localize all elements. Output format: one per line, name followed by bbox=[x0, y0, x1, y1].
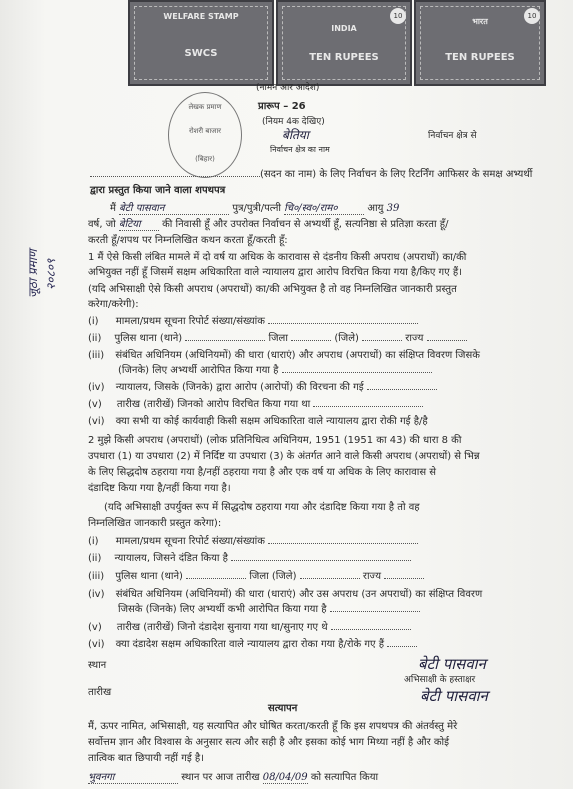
s2-item-4b bbox=[118, 601, 420, 615]
s2-item-4-text2: जिसके (जिनके) लिए अभ्यर्थी कभी आरोपित किया गया है bbox=[118, 604, 327, 615]
s2-item-4-num: (iv) bbox=[88, 589, 105, 600]
s2-item-6 bbox=[88, 636, 417, 650]
s1-item-4-num: (iv) bbox=[88, 382, 105, 393]
verification-line2: सर्वोत्तम ज्ञान और विश्वास के अनुसार सत्य और सही है और इसका कोई भाग मिथ्या नहीं है और कोई bbox=[88, 737, 450, 748]
margin-note-line1: जूठा प्रमाण bbox=[26, 249, 40, 298]
stamp-2 bbox=[276, 0, 412, 86]
intro-prefix: मैं bbox=[110, 203, 116, 214]
deponent-name: बेटी पासवान bbox=[119, 200, 229, 215]
signature-label: अभिसाक्षी के हस्ताक्षर bbox=[404, 675, 476, 685]
s2-item-2-text: न्यायालय, जिसने दंडित किया है bbox=[114, 553, 228, 564]
form-rule: (नियम 4क देखिए) bbox=[262, 117, 325, 127]
margin-note-line2: २०८०९ bbox=[44, 258, 58, 290]
s1-p3: (यदि अभिसाक्षी ऐसे किसी अपराध (अपराधों) का/की अभियुक्त है तो वह निम्नलिखित जानकारी प्रस्तुत bbox=[88, 284, 457, 295]
verification-place: भुवनगा bbox=[88, 769, 178, 784]
verification-line3: तात्विक बात छिपायी नहीं गई है। bbox=[88, 753, 205, 764]
constituency-handwritten: बेतिया bbox=[282, 128, 309, 142]
s2-item-3-state: राज्य bbox=[362, 571, 382, 582]
s1-item-5 bbox=[88, 396, 423, 410]
seal-line1: लेखक प्रमाण bbox=[188, 103, 222, 111]
s1-item-2-num: (ii) bbox=[88, 333, 102, 344]
stamp-1-line2: SWCS bbox=[184, 48, 218, 59]
margin-note bbox=[18, 150, 78, 300]
intro-line2 bbox=[88, 216, 448, 231]
s1-item-1-text: मामला/प्रथम सूचना रिपोर्ट संख्या/संख्यांक bbox=[115, 316, 265, 327]
residence: बेटिया bbox=[119, 216, 159, 231]
s2-item-6-text: क्या दंडादेश सक्षम अधिकारिता वाले न्यायालय द्वारा रोका गया है/रोके गए हैं bbox=[115, 639, 385, 650]
title-tail: (सदन का नाम) के लिए निर्वाचन के लिए रिटर्निंग आफिसर के समक्ष अभ्यर्थी bbox=[260, 169, 533, 180]
s1-item-3-text2: (जिनके) लिए अभ्यर्थी आरोपित किया गया है bbox=[118, 365, 279, 376]
s2-item-6-num: (vi) bbox=[88, 639, 105, 650]
place-label: स्थान bbox=[88, 660, 107, 671]
s2-item-3-num: (iii) bbox=[88, 571, 105, 582]
s2-item-5-num: (v) bbox=[88, 622, 102, 633]
s1-item-3-text: संबंधित अधिनियम (अधिनियमों) की धारा (धाराएं) और अपराध (अपराधों) का संक्षिप्त विवरण जिसके bbox=[115, 350, 480, 361]
s2-p2: उपधारा (1) या उपधारा (2) में निर्दिष्ट या उपधारा (3) के अंतर्गत आने वाले किसी अपराध (अपराधों) से भिन्न bbox=[88, 451, 480, 462]
s2-p4: दंडादिष्ट किया गया है/नहीं किया गया है। bbox=[88, 483, 231, 494]
s2-item-5 bbox=[88, 619, 411, 633]
s2-item-1 bbox=[88, 533, 418, 547]
s2-item-5-text: तारीख (तारीखें) जिनो दंडादेश सुनाया गया था/सुनाए गए थे bbox=[116, 622, 328, 633]
stamp-3-line2: TEN RUPEES bbox=[445, 52, 515, 63]
constituency-label: निर्वाचन क्षेत्र से bbox=[428, 131, 477, 141]
stamp-3-value-icon: 10 bbox=[524, 8, 540, 24]
s1-item-6-num: (vi) bbox=[88, 416, 105, 427]
deponent-signature: बेटी पासवान bbox=[418, 655, 486, 673]
s2-item-2-num: (ii) bbox=[88, 553, 102, 564]
s1-item-2-state: राज्य bbox=[405, 333, 424, 344]
s1-item-4-text: न्यायालय, जिसके (जिनके) द्वारा आरोप (आरोपों) की विरचना की गई bbox=[115, 382, 364, 393]
verification-line4 bbox=[88, 769, 378, 784]
s1-item-1 bbox=[88, 313, 418, 327]
s2-item-1-num: (i) bbox=[88, 536, 99, 547]
form-number: प्रारूप – 26 bbox=[258, 101, 306, 112]
title-line1 bbox=[90, 166, 532, 180]
stamp-2-value-icon: 10 bbox=[390, 8, 406, 24]
s1-item-5-text: तारीख (तारीखें) जिनको आरोप विरचित किया गया था bbox=[116, 399, 311, 410]
s1-p4: करेगा/करेगी): bbox=[88, 299, 139, 310]
s1-item-1-num: (i) bbox=[88, 316, 99, 327]
intro-line2-a: वर्ष, जो bbox=[88, 219, 116, 230]
s1-item-2 bbox=[88, 330, 467, 344]
s1-item-3-num: (iii) bbox=[88, 350, 105, 361]
order-line: (नामन आर आदेश) bbox=[256, 83, 320, 93]
s1-item-6-text: क्या सभी या कोई कार्यवाही किसी सक्षम अधिकारिता वाले न्यायालय द्वारा रोकी गई है/है bbox=[115, 416, 428, 427]
s1-item-3 bbox=[88, 347, 480, 361]
intro-line1 bbox=[110, 200, 399, 215]
intro-line2-b: की निवासी हूँ और उपरोक्त निर्वाचन से अभ्यर्थी हूँ, सत्यनिष्ठा से प्रतिज्ञा करता हूँ/ bbox=[162, 219, 449, 230]
deponent-signature-2: बेटी पासवान bbox=[420, 687, 488, 705]
s1-p2: अभियुक्त नहीं हूँ जिसमें सक्षम अधिकारिता वाले न्यायालय द्वारा आरोप विरचित किया गया है/किए गए हैं। bbox=[88, 267, 462, 278]
stamp-2-line2: TEN RUPEES bbox=[309, 52, 379, 63]
s2-item-4-text: संबंधित अधिनियम (अधिनियमों) की धारा (धाराएं) और उस अपराध (उन अपराधों) का संक्षिप्त विवरण bbox=[115, 589, 483, 600]
relation-label: पुत्र/पुत्री/पत्नी bbox=[232, 203, 281, 214]
s2-p6: निम्नलिखित जानकारी प्रस्तुत करेगा): bbox=[88, 518, 222, 529]
stamp-1-line1: WELFARE STAMP bbox=[163, 12, 239, 21]
intro-line3: करती हूँ/शपथ पर निम्नलिखित कथन करता हूँ/करती हूँ: bbox=[88, 235, 288, 246]
stamp-3-line1: भारत bbox=[472, 17, 488, 26]
s1-item-6 bbox=[88, 413, 428, 427]
s1-p1: 1 मैं ऐसे किसी लंबित मामले में दो वर्ष या अधिक के कारावास से दंडनीय किसी अपराध (अपराधों) का/की bbox=[88, 252, 467, 263]
s1-item-2-districts: (जिले) bbox=[334, 333, 359, 344]
stamp-2-line1: INDIA bbox=[331, 24, 357, 33]
verification-date: 08/04/09 bbox=[262, 772, 308, 783]
title-line2: द्वारा प्रस्तुत किया जाने वाला शपथपत्र bbox=[90, 185, 226, 196]
s2-item-3-text: पुलिस थाना (थाने) bbox=[115, 571, 183, 582]
s2-item-3-district: जिला (जिले) bbox=[249, 571, 297, 582]
s2-item-3 bbox=[88, 568, 424, 582]
father-name: चि०/स्व०/राम० bbox=[284, 200, 364, 215]
verification-text: स्थान पर आज तारीख bbox=[181, 772, 260, 783]
s1-item-2-text: पुलिस थाना (थाने) bbox=[114, 333, 183, 344]
s2-p5: (यदि अभिसाक्षी उपर्युक्त रूप में सिद्धदोष ठहराया गया और दंडादिष्ट किया गया है तो वह bbox=[104, 502, 420, 513]
date-label: तारीख bbox=[88, 687, 112, 698]
stamp-1 bbox=[128, 0, 274, 86]
age-label: आयु bbox=[367, 203, 384, 214]
seal-line2: रोशरी बाजार bbox=[188, 127, 222, 135]
s1-item-3b bbox=[118, 362, 432, 376]
verification-title: सत्यापन bbox=[268, 703, 298, 714]
s1-item-4 bbox=[88, 379, 437, 393]
seal-line3: (बिहार) bbox=[195, 155, 215, 163]
s2-p1: 2 मुझे किसी अपराध (अपराधों) (लोक प्रतिनिधित्व अधिनियम, 1951 (1951 का 43) की धारा 8 की bbox=[88, 435, 462, 446]
age-value: 39 bbox=[386, 203, 400, 214]
verification-line1: मैं, ऊपर नामित, अभिसाक्षी, यह सत्यापित और घोषित करता/करती हूँ कि इस शपथपत्र की अंतर्वस्तु मेरे bbox=[88, 721, 458, 732]
verification-end: को सत्यापित किया bbox=[310, 772, 379, 783]
s2-item-2 bbox=[88, 550, 411, 564]
s1-item-5-num: (v) bbox=[88, 399, 102, 410]
s1-item-2-district: जिला bbox=[268, 333, 288, 344]
s2-item-1-text: मामला/प्रथम सूचना रिपोर्ट संख्या/संख्यांक bbox=[115, 536, 265, 547]
s2-p3: के लिए सिद्धदोष ठहराया गया है/नहीं ठहराया गया है और एक वर्ष या अधिक के लिए कारावास से bbox=[88, 467, 437, 478]
constituency-sub: निर्वाचन क्षेत्र का नाम bbox=[270, 145, 330, 154]
stamp-3 bbox=[414, 0, 546, 86]
s2-item-4 bbox=[88, 586, 482, 600]
